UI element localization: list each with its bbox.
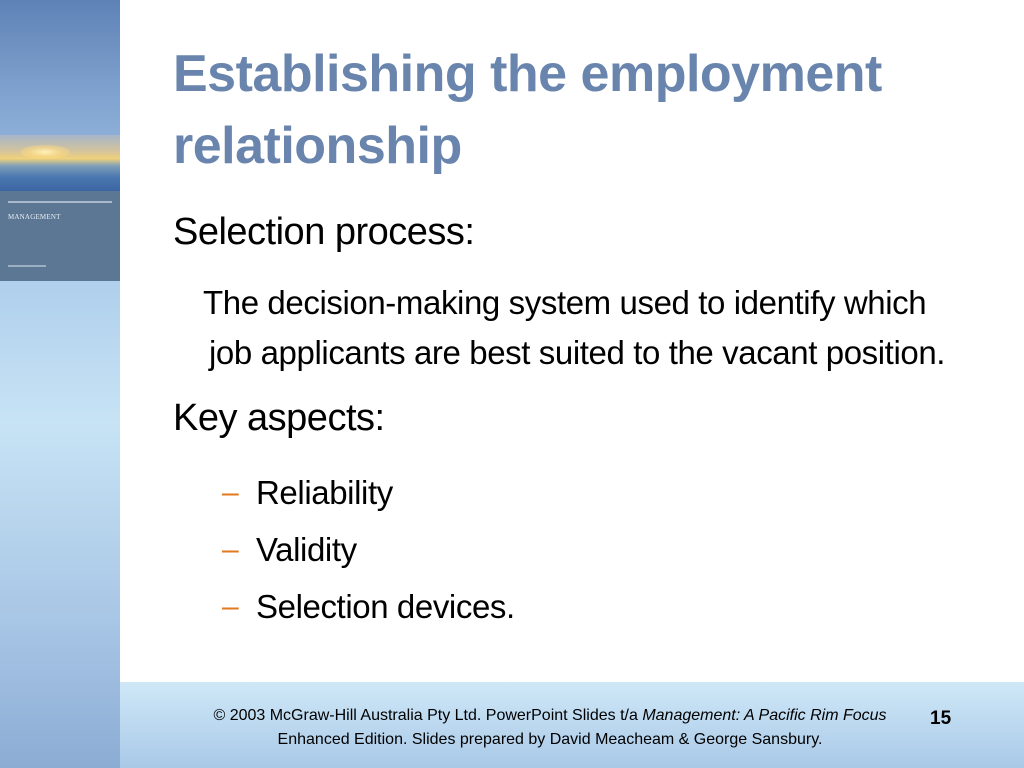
slide-title: Establishing the employment relationship [173, 45, 882, 175]
definition-line-1: The decision-making system used to identify which [203, 284, 927, 321]
bullet-dash: – [222, 589, 239, 623]
footer-copyright [120, 704, 980, 752]
bullet-dash: – [222, 475, 239, 509]
key-aspects-heading: Key aspects: [173, 397, 385, 439]
footer-band [120, 682, 1024, 768]
book-cover-image [0, 135, 120, 281]
definition-line-2: job applicants are best suited to the vacant position. [209, 334, 946, 371]
key-aspects-list [222, 464, 515, 635]
book-title: Management: A Pacific Rim Focus [642, 707, 887, 724]
list-item [222, 464, 515, 521]
cover-rule [8, 201, 112, 207]
selection-definition [203, 278, 993, 378]
selection-process-heading: Selection process: [173, 211, 475, 253]
page-number: 15 [930, 708, 952, 729]
cover-footer-rule [8, 265, 46, 267]
list-item-text: Selection devices. [256, 587, 515, 625]
decorative-sidebar [0, 0, 120, 768]
sun-glow [20, 145, 70, 159]
list-item-text: Reliability [256, 473, 393, 511]
cover-title: MANAGEMENT [8, 213, 61, 221]
list-item [222, 578, 515, 635]
list-item [222, 521, 515, 578]
footer-line-2: Enhanced Edition. Slides prepared by David Meacheam & George Sansbury. [277, 731, 823, 748]
copyright-text: © 2003 McGraw-Hill Australia Pty Ltd. PowerPoint Slides t/a [213, 707, 643, 724]
bullet-dash: – [222, 532, 239, 566]
list-item-text: Validity [256, 530, 357, 568]
sunset-photo [0, 135, 120, 191]
